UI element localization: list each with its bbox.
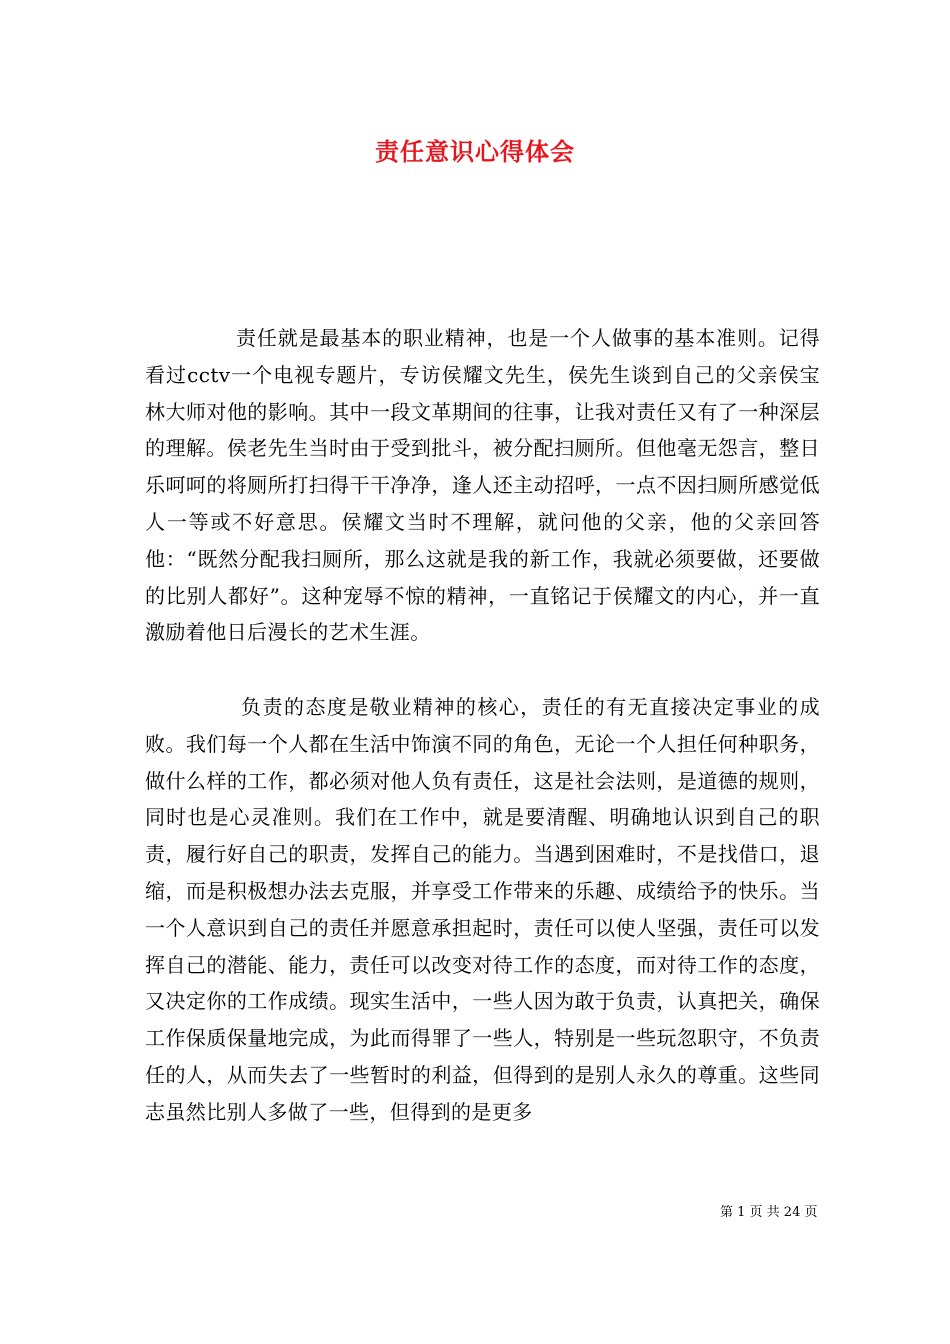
document-title: 责任意识心得体会 (375, 137, 575, 166)
body-paragraph-1 (145, 320, 820, 651)
page-number-footer: 第 1 页 共 24 页 (720, 1205, 818, 1220)
paragraph-text: 负责的态度是敬业精神的核心，责任的有无直接决定事业的成败。我们每一个人都在生活中饰演不同的角色，无论一个人担任何种职务，做什么样的工作，都必须对他人负有责任，这是社会法则，是道德的规则，同时也是心灵准则。我们在工作中，就是要清醒、明确地认识到自己的职责，履行好自己的职责，发挥自己的能力。当遇到困难时，不是找借口，退缩，而是积极想办法去克服，并享受工作带来的乐趣、成绩给予的快乐。当一个人意识到自己的责任并愿意承担起时，责任可以使人坚强，责任可以发挥自己的潜能、能力，责任可以改变对待工作的态度，而对待工作的态度，又决定你的工作成绩。现实生活中，一些人因为敢于负责，认真把关，确保工作保质保量地完成，为此而得罪了一些人，特别是一些玩忽职守，不负责任的人，从而失去了一些暂时的利益，但得到的是别人永久的尊重。这些同志虽然比别人多做了一些，但得到的是更多 (145, 695, 820, 1124)
body-paragraph-2 (145, 689, 820, 1131)
paragraph-text: 责任就是最基本的职业精神，也是一个人做事的基本准则。记得看过cctv一个电视专题片，专访侯耀文先生，侯先生谈到自己的父亲侯宝林大师对他的影响。其中一段文革期间的往事，让我对责任又有了一种深层的理解。侯老先生当时由于受到批斗，被分配扫厕所。但他毫无怨言，整日乐呵呵的将厕所打扫得干干净净，逢人还主动招呼，一点不因扫厕所感觉低人一等或不好意思。侯耀文当时不理解，就问他的父亲，他的父亲回答他：“既然分配我扫厕所，那么这就是我的新工作，我就必须要做，还要做的比别人都好”。这种宠辱不惊的精神，一直铭记于侯耀文的内心，并一直激励着他日后漫长的艺术生涯。 (145, 326, 820, 645)
